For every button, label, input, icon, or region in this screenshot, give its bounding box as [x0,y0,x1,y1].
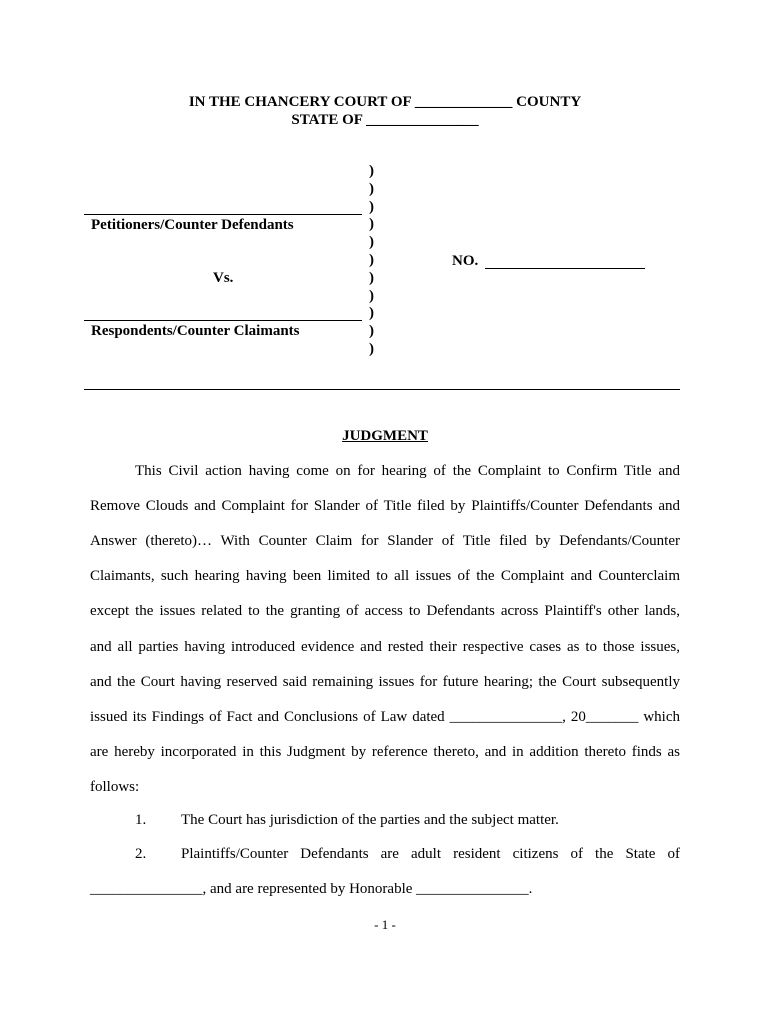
caption-paren: ) [369,216,374,233]
caption-paren: ) [369,198,374,215]
caption-paren: ) [369,323,374,340]
document-title: JUDGMENT [342,428,428,444]
caption-paren: ) [369,269,374,286]
caption-paren: ) [369,252,374,268]
caption-paren: ) [369,287,374,304]
body-line: except the issues related to the granting of access to Defendants across Plaintiff's other lands, [90,603,680,620]
vs-label: Vs. [213,270,234,286]
item-text-2-continuation: _______________, and are represented by Honorable _______________. [90,881,533,897]
item-text-1: The Court has jurisdiction of the parties and the subject matter. [181,812,559,828]
page-number: - 1 - [374,917,396,932]
court-heading: IN THE CHANCERY COURT OF _____________ COUNTY [188,94,582,110]
petitioners-name-line [84,214,362,215]
item-number-2: 2. [135,846,147,862]
case-number-line [485,268,645,269]
body-line: Claimants, such hearing having been limited to all issues of the Complaint and Counterclaim [90,568,680,585]
caption-paren: ) [369,305,374,322]
respondents-name-line [84,320,362,321]
caption-divider [84,389,680,390]
caption-paren: ) [369,163,374,179]
caption-paren: ) [369,341,374,357]
petitioners-label: Petitioners/Counter Defendants [91,217,294,233]
body-line: Remove Clouds and Complaint for Slander of Title filed by Plaintiffs/Counter Defendants and [90,498,680,515]
state-heading: STATE OF _______________ [291,112,479,128]
case-number-label: NO. [452,253,479,269]
body-line: This Civil action having come on for hearing of the Complaint to Confirm Title and [135,463,680,479]
item-number-1: 1. [135,812,147,828]
body-line: Answer (thereto)… With Counter Claim for Slander of Title filed by Defendants/Counter [90,533,680,550]
caption-paren: ) [369,234,374,251]
respondents-label: Respondents/Counter Claimants [91,323,300,339]
item-text-2: Plaintiffs/Counter Defendants are adult resident citizens of the State of [181,846,680,862]
body-line: are hereby incorporated in this Judgment by reference thereto, and in addition thereto finds as [90,743,680,760]
body-line: and all parties having introduced evidence and rested their respective cases as to those issues, [90,638,680,655]
body-line: and the Court having reserved said remaining issues for future hearing; the Court subsequently [90,673,680,690]
caption-paren: ) [369,180,374,197]
body-line: follows: [90,778,140,795]
body-line: issued its Findings of Fact and Conclusions of Law dated _______________, 20_______ which [90,708,680,725]
